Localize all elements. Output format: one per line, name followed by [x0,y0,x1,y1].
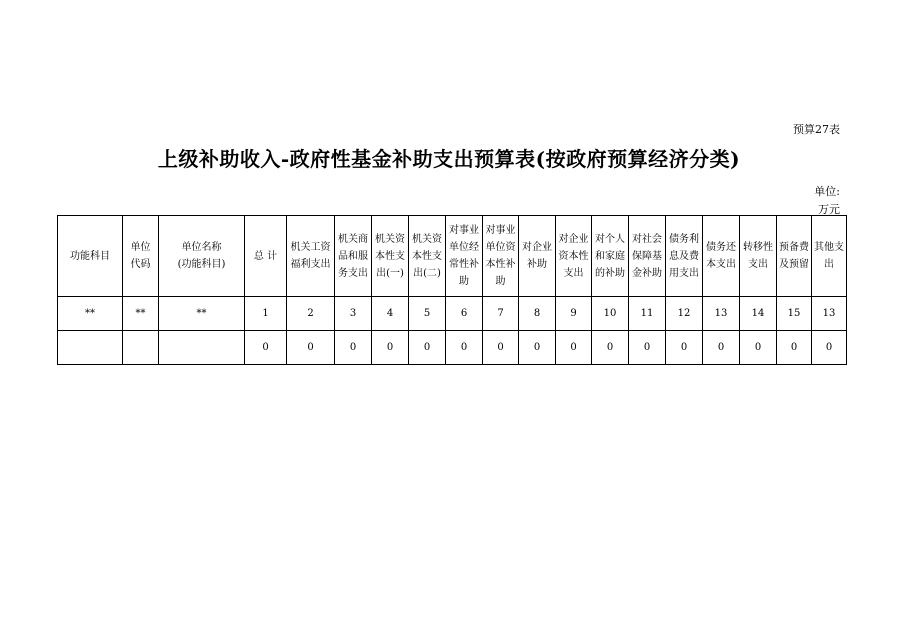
table-cell: 0 [740,331,777,365]
column-header-line: 代码 [130,259,151,270]
column-header-line: 机关商 [338,233,368,245]
table-cell: 2 [287,297,335,331]
column-header-line: 对社会 [632,233,662,245]
column-header-line: 总 计 [253,250,278,262]
column-header-line: 机关资 [375,233,405,245]
column-header-line: 机关工资 [290,242,331,253]
column-header [123,216,159,297]
column-header-line: 保障基 [632,250,662,262]
column-header-line: 品和服 [338,250,368,262]
column-header [740,216,777,297]
column-header-line: 及预留 [779,259,809,270]
table-cell: 6 [446,297,483,331]
column-header [519,216,556,297]
table-cell: 0 [592,331,629,365]
page-title: 上级补助收入-政府性基金补助支出预算表(按政府预算经济分类) [157,147,741,171]
column-header-line: 对企业 [558,233,589,245]
column-header-line: 支出 [748,259,768,270]
table-cell: 13 [812,297,847,331]
column-header-line: 其他支 [814,242,844,253]
column-header-line: 功能科目 [70,250,110,262]
table-cell [58,331,123,365]
table-row [58,331,847,365]
column-header-line: 债务利 [669,233,699,245]
column-header-line: 助 [495,276,506,287]
table-row [58,297,847,331]
column-header-line: 福利支出 [290,259,331,270]
column-header [592,216,629,297]
column-header-line: 预备费 [779,242,809,253]
table-cell: ** [159,297,245,331]
table-cell [159,331,245,365]
column-header [703,216,740,297]
table-cell [123,331,159,365]
table-cell: 12 [666,297,703,331]
column-header-line: 和家庭 [595,250,625,262]
column-header-line: 本支出 [706,259,736,270]
table-cell: ** [123,297,159,331]
column-header [58,216,123,297]
budget-table [57,215,847,365]
column-header [556,216,592,297]
column-header-line: 对个人 [595,233,625,245]
column-header-line: 本性支 [412,250,442,262]
table-cell: 0 [245,331,287,365]
table-cell: 7 [483,297,519,331]
column-header-line: 单位名称 [181,242,222,253]
table-cell: 0 [335,331,372,365]
table-cell: 8 [519,297,556,331]
column-header [287,216,335,297]
table-cell: 15 [777,297,812,331]
table-cell: 10 [592,297,629,331]
table-cell: 14 [740,297,777,331]
table-cell: 0 [409,331,446,365]
column-header [245,216,287,297]
column-header-line: 金补助 [632,267,662,279]
column-header [335,216,372,297]
table-cell: 13 [703,297,740,331]
column-header-line: 对企业 [522,242,552,253]
column-header-line: 本性补 [485,259,516,270]
column-header-line: 支出 [563,267,584,279]
table-cell: 0 [287,331,335,365]
column-header [159,216,245,297]
column-header-line: 的补助 [595,267,625,279]
column-header [483,216,519,297]
column-header-line: 资本性 [558,250,589,262]
column-header-line: 本性支 [375,250,405,262]
table-cell: 0 [446,331,483,365]
table-cell: 0 [519,331,556,365]
table-cell: 0 [556,331,592,365]
column-header-line: 常性补 [449,259,479,270]
column-header-line: 补助 [527,259,547,270]
column-header-line: 用支出 [669,267,699,279]
column-header-line: 息及费 [669,250,699,262]
column-header [409,216,446,297]
column-header-line: 务支出 [338,267,368,279]
column-header-line: 单位资 [485,242,516,253]
table-cell: ** [58,297,123,331]
table-cell: 11 [629,297,666,331]
column-header [446,216,483,297]
table-cell: 3 [335,297,372,331]
table-cell: 0 [666,331,703,365]
table-cell: 0 [629,331,666,365]
column-header [629,216,666,297]
table-cell: 0 [777,331,812,365]
column-header-line: 助 [459,276,469,287]
column-header-line: 出(一) [376,267,404,279]
column-header-line: 债务还 [706,242,736,253]
column-header-line: 转移性 [743,242,773,253]
column-header-line: 对事业 [485,225,516,236]
column-header [372,216,409,297]
column-header-line: 出 [824,259,834,270]
column-header-line: 单位经 [449,242,479,253]
table-cell: 9 [556,297,592,331]
column-header-line: (功能科目) [177,259,226,270]
column-header [812,216,847,297]
column-header-line: 单位 [130,242,151,253]
unit-label: 单位: [814,185,840,198]
column-header [666,216,703,297]
column-header [777,216,812,297]
form-number: 预算27表 [793,123,840,136]
column-header-line: 对事业 [449,225,479,236]
column-header-line: 出(二) [413,267,441,279]
header-row [58,216,847,297]
table-cell: 0 [483,331,519,365]
table-cell: 5 [409,297,446,331]
table-cell: 0 [703,331,740,365]
table-cell: 1 [245,297,287,331]
table-cell: 4 [372,297,409,331]
table-cell: 0 [812,331,847,365]
unit-value: 万元 [818,203,840,216]
table-cell: 0 [372,331,409,365]
column-header-line: 机关资 [412,233,442,245]
